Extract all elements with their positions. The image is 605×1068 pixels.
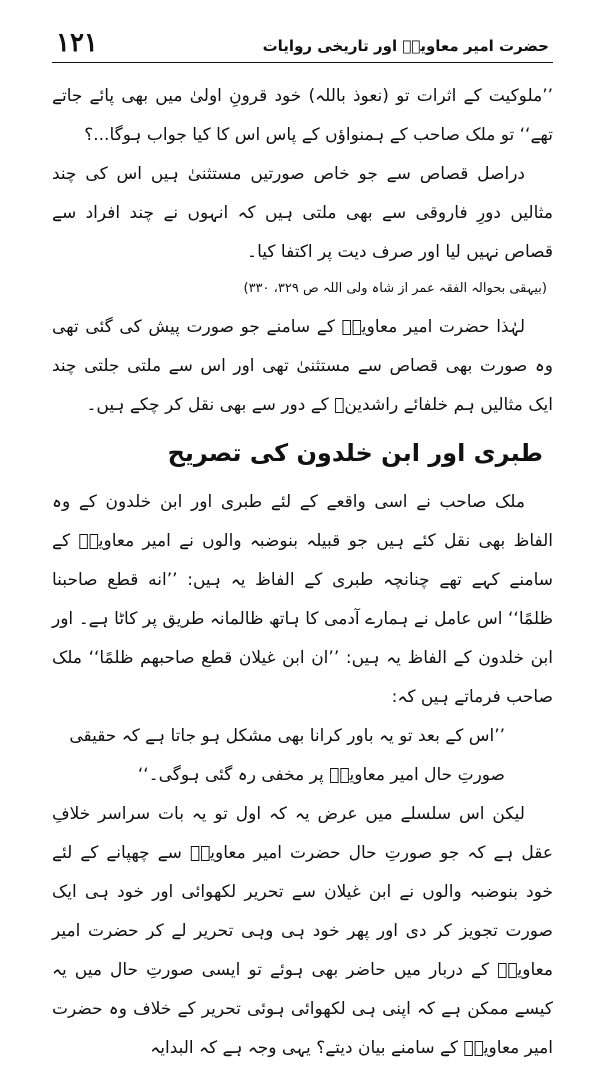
paragraph-qisas-exceptions: دراصل قصاص سے جو خاص صورتیں مستثنیٰ ہیں اس کی چند مثالیں دورِ فاروقی سے بھی ملتی ہیں کہ انہوں نے چند افراد سے قصاص نہیں لیا اور صرف دیت پر اکتفا کیا۔ xyxy=(52,164,553,262)
running-title: حضرت امیر معاویہؓ اور تاریخی روایات xyxy=(262,37,549,55)
header-divider xyxy=(52,62,553,63)
paragraph-response: لیکن اس سلسلے میں عرض یہ کہ اول تو یہ بات سراسر خلافِ عقل ہے کہ جو صورتِ حال حضرت امیر معاویہؓ سے چھپانے کے لئے خود بنوضبہ والوں نے ابن غیلان سے تحریر لکھوائی اور خود ہی ایک صورت تجویز کر دی اور پھر خود ہی وہی تحریر لے کر حضرت امیر معاویہؓ کے دربار میں حاضر بھی ہوئے تو ایسی صورتِ حال میں یہ کیسے ممکن ہے کہ اپنی ہی لکھوائی ہوئی تحریر کے خلاف وہ حضرت امیر معاویہؓ کے سامنے بیان دیتے؟ یہی وجہ ہے کہ البدایہ xyxy=(52,804,553,1058)
page-number: ۱۲۱ xyxy=(56,28,98,58)
section-heading: طبری اور ابن خلدون کی تصریح xyxy=(167,439,543,467)
paragraph-conclusion: لہٰذا حضرت امیر معاویہؓ کے سامنے جو صورت پیش کی گئی تھی وہ صورت بھی قصاص سے مستثنیٰ تھی اور اس سے ملتی جلتی چند ایک مثالیں ہم خلفائے راشدینؓ کے دور سے بھی نقل کر چکے ہیں۔ xyxy=(52,317,553,415)
block-quote: ’’اس کے بعد تو یہ باور کرانا بھی مشکل ہو جاتا ہے کہ حقیقی صورتِ حال امیر معاویہؓ پر مخفی رہ گئی ہوگی۔‘‘ xyxy=(69,726,505,785)
paragraph-intro-question: ’’ملوکیت کے اثرات تو (نعوذ باللہ) خود قرونِ اولیٰ میں بھی پائے جاتے تھے‘‘ تو ملک صاحب کے ہمنواؤں کے پاس اس کا کیا جواب ہوگا...؟ xyxy=(52,86,553,145)
citation-baihaqi: (بیہقی بحوالہ الفقہ عمر از شاہ ولی اللہ ص ۳۲۹، ۳۳۰) xyxy=(243,281,547,296)
page-body xyxy=(52,77,553,1068)
paragraph-tabari-ibn-khaldun: ملک صاحب نے اسی واقعے کے لئے طبری اور ابن خلدون کے وہ الفاظ بھی نقل کئے ہیں جو قبیلہ بنوضبہ والوں نے امیر معاویہؓ کے سامنے کہے تھے چنانچہ طبری کے الفاظ یہ ہیں: ’’انه قطع صاحبنا ظلمًا‘‘ اس عامل نے ہمارے آدمی کا ہاتھ ظالمانہ طریق پر کاٹا ہے۔ اور ابن خلدون کے الفاظ یہ ہیں: ’’ان ابن غیلان قطع صاحبهم ظلمًا‘‘ ملک صاحب فرماتے ہیں کہ: xyxy=(52,492,553,707)
page-header xyxy=(52,28,553,62)
